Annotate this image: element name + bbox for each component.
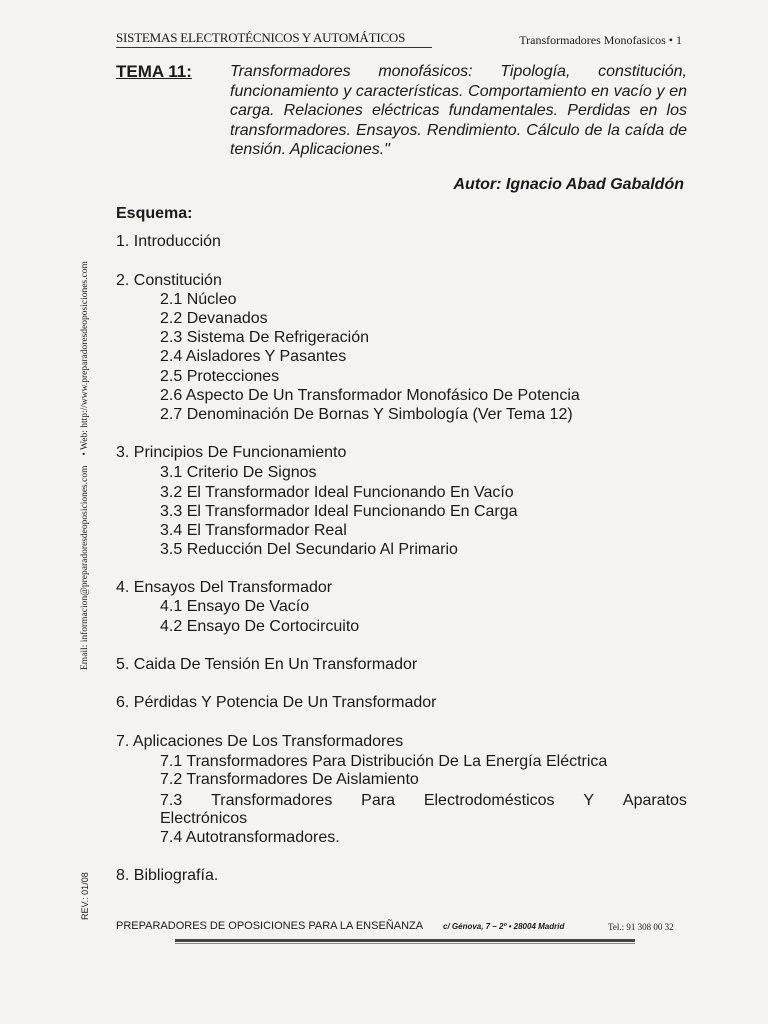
side-contact-info <box>80 230 100 670</box>
footer-organization: PREPARADORES DE OPOSICIONES PARA LA ENSEÑANZA <box>116 920 424 932</box>
header-page-info: Transformadores Monofasicos • 1 <box>519 33 682 47</box>
outline-item-7-3-word: Y <box>583 792 595 809</box>
outline-item-2-2: 2.2 Devanados <box>160 310 268 327</box>
outline-item-3-2: 3.2 El Transformador Ideal Funcionando En Vacío <box>160 484 514 501</box>
outline-item-8: 8. Bibliografía. <box>116 867 219 884</box>
footer-rule <box>175 939 635 942</box>
outline-item-4-1: 4.1 Ensayo De Vacío <box>160 598 310 615</box>
tema-description: Transformadores monofásicos: Tipología, constitución, funcionamiento y características. Comportamiento en vacío y en carga. Relaciones eléctricas fundamentales. Perdidas en los transformadores. Ensayos. Rendimiento. Cálculo de la caída de tensión. Aplicaciones." <box>230 63 687 158</box>
outline-item-7-1: 7.1 Transformadores Para Distribución De La Energía Eléctrica <box>160 753 608 770</box>
outline-item-7-3-word: Transformadores <box>211 792 333 809</box>
outline-item-7-3-continuation: Electrónicos <box>160 810 248 827</box>
outline-item-3-4: 3.4 El Transformador Real <box>160 522 347 539</box>
outline-item-7-3-word: Para <box>361 792 395 809</box>
outline-item-3: 3. Principios De Funcionamiento <box>116 444 347 461</box>
revision-mark <box>80 860 94 920</box>
outline-item-7-4: 7.4 Autotransformadores. <box>160 829 340 846</box>
outline-item-7-3-word: 7.3 <box>160 792 183 809</box>
side-web: • Web: http://www.preparadoresdeoposiciones.com <box>80 261 90 456</box>
outline-item-5: 5. Caida De Tensión En Un Transformador <box>116 656 418 673</box>
outline-item-3-5: 3.5 Reducción Del Secundario Al Primario <box>160 541 458 558</box>
footer-rule-thin <box>175 943 635 944</box>
author: Autor: Ignacio Abad Gabaldón <box>453 176 684 193</box>
outline-item-2-5: 2.5 Protecciones <box>160 368 280 385</box>
outline-item-4: 4. Ensayos Del Transformador <box>116 579 333 596</box>
outline-item-2-1: 2.1 Núcleo <box>160 291 237 308</box>
outline-item-2-6: 2.6 Aspecto De Un Transformador Monofásico De Potencia <box>160 387 580 404</box>
outline-item-7-3-word: Electrodomésticos <box>423 792 555 809</box>
outline-heading: Esquema: <box>116 205 193 222</box>
outline-item-3-1: 3.1 Criterio De Signos <box>160 464 317 481</box>
outline-item-7-3 <box>160 792 687 828</box>
outline-item-6: 6. Pérdidas Y Potencia De Un Transformador <box>116 694 437 711</box>
header-underline <box>116 47 432 48</box>
revision-text: REV.: 01/08 <box>80 872 90 920</box>
outline-item-2-4: 2.4 Aisladores Y Pasantes <box>160 348 347 365</box>
outline-item-1: 1. Introducción <box>116 233 221 250</box>
tema-label: TEMA 11: <box>116 62 192 81</box>
footer-address: c/ Génova, 7 – 2º • 28004 Madrid <box>443 922 565 931</box>
outline-item-7: 7. Aplicaciones De Los Transformadores <box>116 733 404 750</box>
side-email: Email: informacion@preparadoresdeoposiciones.com <box>80 465 90 670</box>
outline-item-7-3-word: Aparatos <box>622 792 687 809</box>
outline-item-3-3: 3.3 El Transformador Ideal Funcionando En Carga <box>160 503 518 520</box>
footer-phone: Tel.: 91 308 00 32 <box>608 922 674 932</box>
outline-item-4-2: 4.2 Ensayo De Cortocircuito <box>160 618 360 635</box>
outline-item-2-3: 2.3 Sistema De Refrigeración <box>160 329 369 346</box>
header-subject: SISTEMAS ELECTROTÉCNICOS Y AUTOMÁTICOS <box>116 30 406 45</box>
outline-item-2-7: 2.7 Denominación De Bornas Y Simbología (Ver Tema 12) <box>160 406 573 423</box>
outline-item-2: 2. Constitución <box>116 272 222 289</box>
outline-item-7-2: 7.2 Transformadores De Aislamiento <box>160 771 419 788</box>
